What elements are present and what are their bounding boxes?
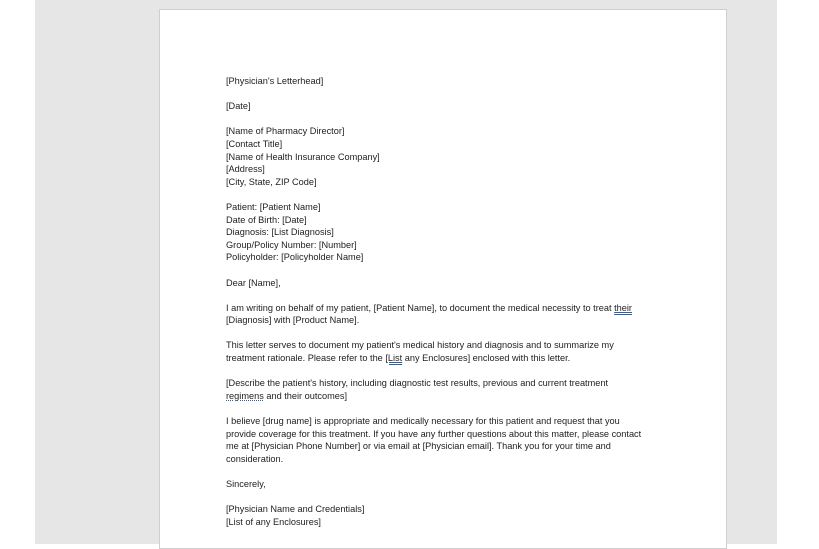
date-block [226, 100, 666, 113]
signature-line: [Physician Name and Credentials] [226, 504, 365, 515]
patient-info-line: Patient: [Patient Name] [226, 201, 321, 212]
text-run: I am writing on behalf of my patient, [Patient Name], to document the medical necessity to treat [226, 302, 615, 313]
patient-info [226, 201, 666, 264]
signature-line: [List of any Enclosures] [226, 516, 321, 527]
patient-info-line: Date of Birth: [Date] [226, 214, 307, 225]
paragraph-rationale [226, 339, 666, 364]
closing [226, 478, 666, 491]
paragraph-history [226, 377, 666, 402]
grammar-flagged-word[interactable]: [List [385, 353, 403, 364]
paragraph-line: This letter serves to document my patient's medical history and diagnosis and to summarize my [226, 340, 614, 351]
letterhead [226, 75, 666, 88]
paragraph-line [226, 390, 666, 403]
document-workspace [35, 0, 777, 544]
grammar-flagged-word[interactable]: their [614, 302, 632, 313]
letter-body[interactable] [226, 75, 666, 541]
text-run: treatment rationale. Please refer to the [226, 353, 386, 364]
recipient-line: [Name of Pharmacy Director] [226, 126, 345, 137]
paragraph-line [226, 302, 666, 315]
salutation [226, 277, 666, 290]
paragraph-line: me at [Physician Phone Number] or via email at [Physician email]. Thank you for your time and [226, 441, 611, 452]
date-text: [Date] [226, 101, 251, 112]
recipient-line: [Name of Health Insurance Company] [226, 151, 380, 162]
paragraph-purpose [226, 302, 666, 327]
paragraph-request [226, 415, 666, 465]
patient-info-line: Group/Policy Number: [Number] [226, 239, 357, 250]
recipient-line: [City, State, ZIP Code] [226, 176, 317, 187]
paragraph-line: provide coverage for this treatment. If you have any further questions about this matter, please contact [226, 428, 642, 439]
patient-info-line: Diagnosis: [List Diagnosis] [226, 227, 334, 238]
letterhead-text: [Physician's Letterhead] [226, 76, 324, 86]
recipient-line: [Contact Title] [226, 138, 283, 149]
text-run: any Enclosures] enclosed with this letter. [402, 353, 571, 364]
paragraph-line [226, 352, 666, 365]
closing-text: Sincerely, [226, 479, 266, 489]
signature-block [226, 503, 666, 528]
spelling-flagged-word[interactable]: regimens [226, 390, 264, 401]
paragraph-line: I believe [drug name] is appropriate and medically necessary for this patient and request that you [226, 416, 620, 427]
paragraph-line: [Describe the patient's history, including diagnostic test results, previous and current treatment [226, 378, 609, 389]
paragraph-line: [Diagnosis] with [Product Name]. [226, 315, 360, 326]
patient-info-line: Policyholder: [Policyholder Name] [226, 252, 364, 263]
text-run: and their outcomes] [263, 390, 348, 401]
recipient-line: [Address] [226, 164, 265, 175]
document-page[interactable] [159, 9, 727, 549]
salutation-text: Dear [Name], [226, 277, 281, 288]
recipient-address [226, 125, 666, 188]
paragraph-line: consideration. [226, 453, 284, 464]
